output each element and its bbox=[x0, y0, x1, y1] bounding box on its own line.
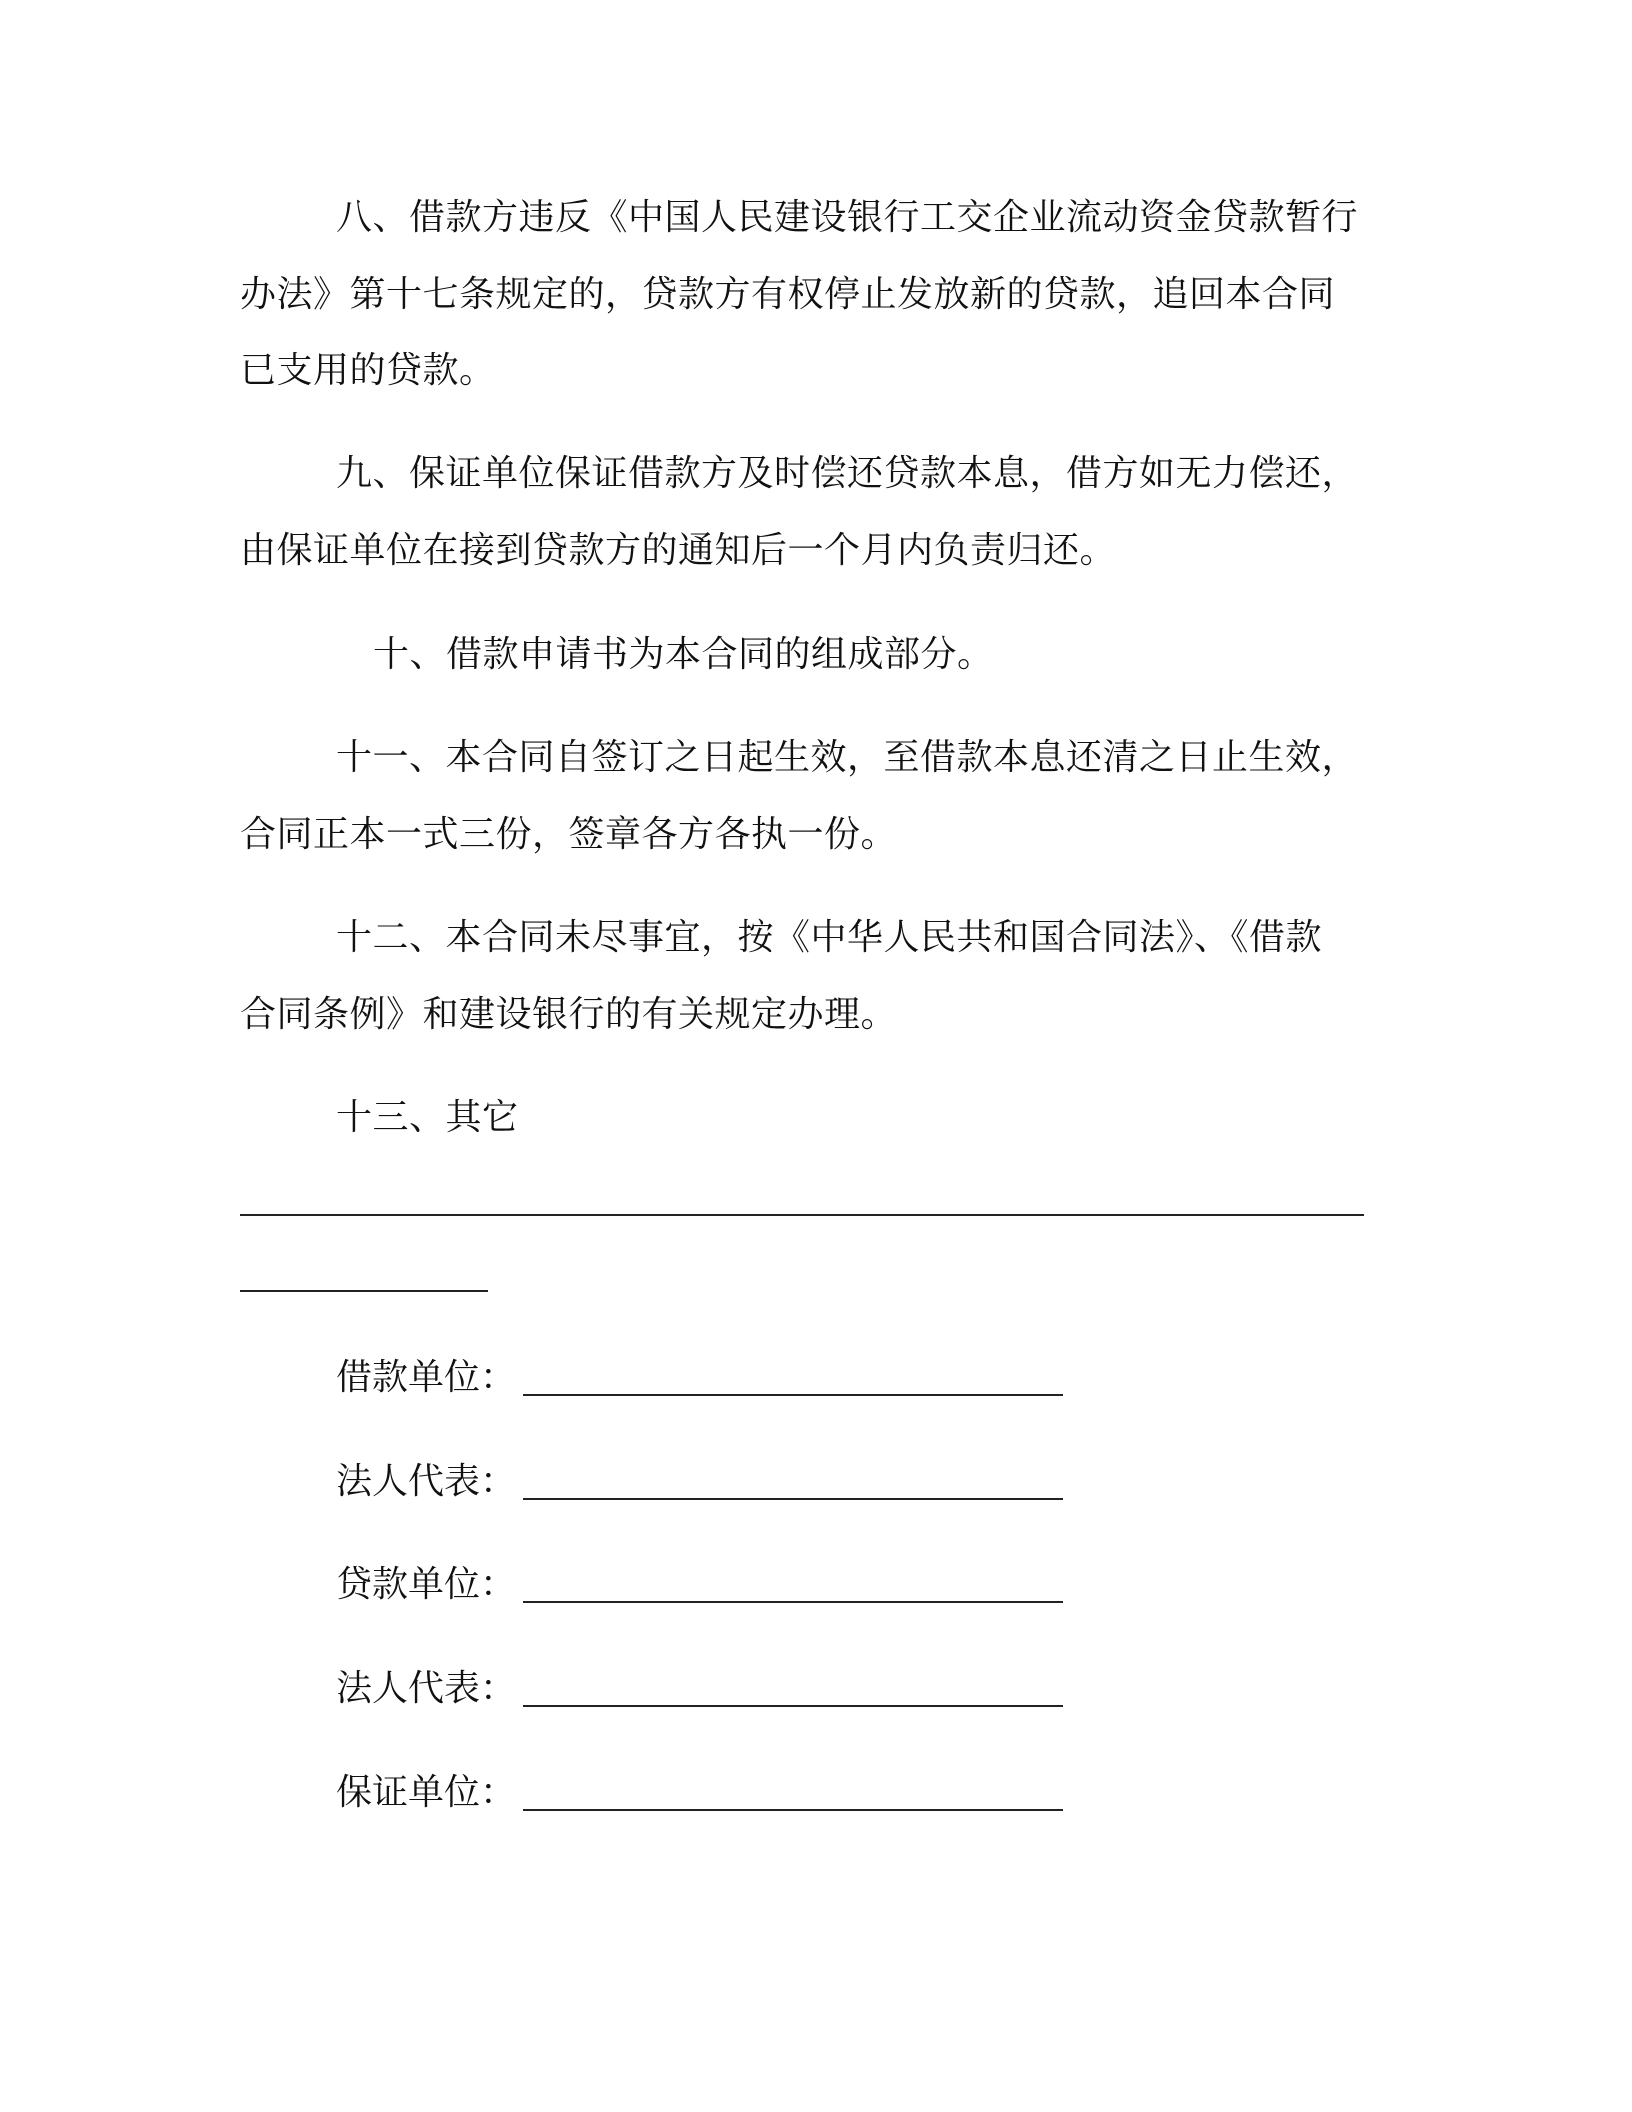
signature-label-lender: 贷款单位： bbox=[336, 1564, 517, 1605]
clause-12-line-2: 合同条例》和建设银行的有关规定办理。 bbox=[240, 994, 898, 1035]
signature-line-lender bbox=[523, 1601, 1063, 1603]
clause-9-line-2: 由保证单位在接到贷款方的通知后一个月内负责归还。 bbox=[240, 530, 1117, 571]
signature-line-lender-legal-rep bbox=[523, 1705, 1063, 1707]
clause-10-line-1: 十、借款申请书为本合同的组成部分。 bbox=[373, 634, 994, 675]
clause-8-line-2: 办法》第十七条规定的，贷款方有权停止发放新的贷款，追回本合同 bbox=[240, 274, 1336, 315]
other-blank-line-1 bbox=[240, 1214, 1364, 1216]
signature-line-borrower-legal-rep bbox=[523, 1498, 1063, 1500]
clause-8-line-1: 八、借款方违反《中国人民建设银行工交企业流动资金贷款暂行 bbox=[336, 197, 1359, 238]
clause-8-line-3: 已支用的贷款。 bbox=[240, 350, 496, 391]
signature-label-borrower-legal-rep: 法人代表： bbox=[336, 1461, 517, 1502]
clause-11-line-1: 十一、本合同自签订之日起生效，至借款本息还清之日止生效， bbox=[336, 737, 1359, 778]
clause-11-line-2: 合同正本一式三份，签章各方各执一份。 bbox=[240, 814, 898, 855]
clause-12-line-1: 十二、本合同未尽事宜，按《中华人民共和国合同法》、《借款 bbox=[336, 917, 1323, 958]
signature-label-guarantor: 保证单位： bbox=[336, 1772, 517, 1813]
clause-9-line-1: 九、保证单位保证借款方及时偿还贷款本息，借方如无力偿还， bbox=[336, 453, 1359, 494]
signature-line-guarantor bbox=[523, 1809, 1063, 1811]
signature-label-borrower: 借款单位： bbox=[336, 1357, 517, 1398]
signature-label-lender-legal-rep: 法人代表： bbox=[336, 1668, 517, 1709]
other-blank-line-2 bbox=[240, 1290, 488, 1292]
signature-line-borrower bbox=[523, 1394, 1063, 1396]
clause-13-line-1: 十三、其它 bbox=[336, 1097, 519, 1138]
